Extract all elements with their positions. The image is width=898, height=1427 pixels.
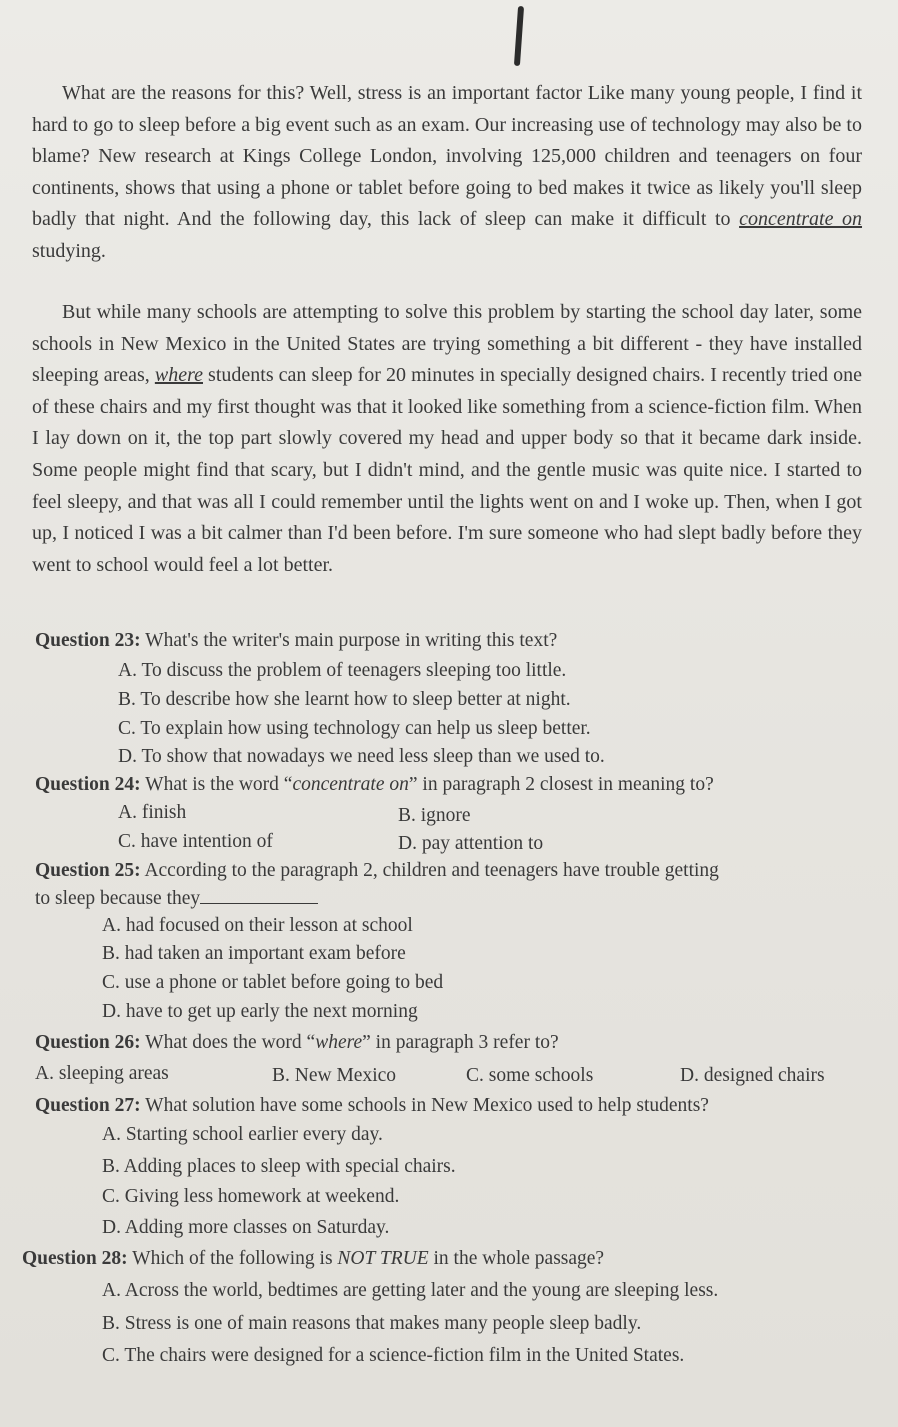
q23-option-d[interactable]: D. To show that nowadays we need less sleep than we used to.	[118, 746, 605, 767]
q23-option-a[interactable]: A. To discuss the problem of teenagers sleeping too little.	[118, 660, 567, 681]
q27-option-a[interactable]: A. Starting school earlier every day.	[102, 1124, 383, 1145]
q25-option-c[interactable]: C. use a phone or tablet before going to bed	[102, 972, 444, 993]
q23-option-c[interactable]: C. To explain how using technology can help us sleep better.	[118, 718, 591, 739]
question-24: Question 24: What is the word “concentrate on” in paragraph 2 closest in meaning to?	[35, 774, 714, 795]
q27-option-b[interactable]: B. Adding places to sleep with special chairs.	[102, 1156, 456, 1177]
q28-option-b[interactable]: B. Stress is one of main reasons that makes many people sleep badly.	[102, 1313, 642, 1334]
q27-option-d[interactable]: D. Adding more classes on Saturday.	[102, 1217, 390, 1238]
question-28: Question 28: Which of the following is NOT TRUE in the whole passage?	[22, 1248, 605, 1269]
q26-option-a[interactable]: A. sleeping areas	[35, 1063, 169, 1084]
q28-option-c[interactable]: C. The chairs were designed for a science-fiction film in the United States.	[102, 1345, 685, 1366]
q24-option-b[interactable]: B. ignore	[398, 805, 471, 826]
q28-option-a[interactable]: A. Across the world, bedtimes are getting later and the young are sleeping less.	[102, 1280, 719, 1301]
q26-option-c[interactable]: C. some schools	[466, 1065, 594, 1086]
q24-option-c[interactable]: C. have intention of	[118, 831, 273, 852]
q25-option-d[interactable]: D. have to get up early the next morning	[102, 1001, 418, 1022]
passage-paragraph-2: But while many schools are attempting to solve this problem by starting the school day later, some schools in New Mexico in the United States are trying something a bit different - they have installed sleeping areas, where students can sleep for 20 minutes in specially designed chairs. I recently tried one of these chairs and my first thought was that it looked like something from a science-fiction film. When I lay down on it, the top part slowly covered my head and upper body so that it became dark inside. Some people might find that scary, but I didn't mind, and the gentle music was quite nice. I started to feel sleepy, and that was all I could remember until the lights went on and I woke up. Then, when I got up, I noticed I was a bit calmer than I'd been before. I'm sure someone who had slept badly before they went to school would feel a lot better.	[32, 301, 862, 576]
q26-option-d[interactable]: D. designed chairs	[680, 1065, 825, 1086]
question-25-continued: to sleep because they	[35, 887, 318, 910]
q25-option-b[interactable]: B. had taken an important exam before	[102, 943, 406, 964]
q27-option-c[interactable]: C. Giving less homework at weekend.	[102, 1186, 400, 1207]
question-25: Question 25: According to the paragraph 2, children and teenagers have trouble getting	[35, 860, 719, 881]
q23-option-b[interactable]: B. To describe how she learnt how to sleep better at night.	[118, 689, 571, 710]
question-23: Question 23: What's the writer's main purpose in writing this text?	[35, 630, 558, 651]
q24-option-a[interactable]: A. finish	[118, 802, 187, 823]
question-27: Question 27: What solution have some schools in New Mexico used to help students?	[35, 1095, 709, 1116]
paper-crease-mark	[514, 6, 524, 66]
answer-blank[interactable]	[200, 887, 318, 904]
q24-option-d[interactable]: D. pay attention to	[398, 833, 544, 854]
q26-option-b[interactable]: B. New Mexico	[272, 1065, 397, 1086]
question-26: Question 26: What does the word “where” in paragraph 3 refer to?	[35, 1032, 559, 1053]
q25-option-a[interactable]: A. had focused on their lesson at school	[102, 915, 413, 936]
passage-paragraph-1: What are the reasons for this? Well, stress is an important factor Like many young people, I find it hard to go to sleep before a big event such as an exam. Our increasing use of technology may also be to blame? New research at Kings College London, involving 125,000 children and teenagers on four continents, shows that using a phone or tablet before going to bed makes it twice as likely you'll sleep badly that night. And the following day, this lack of sleep can make it difficult to concentrate on studying.	[32, 82, 863, 262]
